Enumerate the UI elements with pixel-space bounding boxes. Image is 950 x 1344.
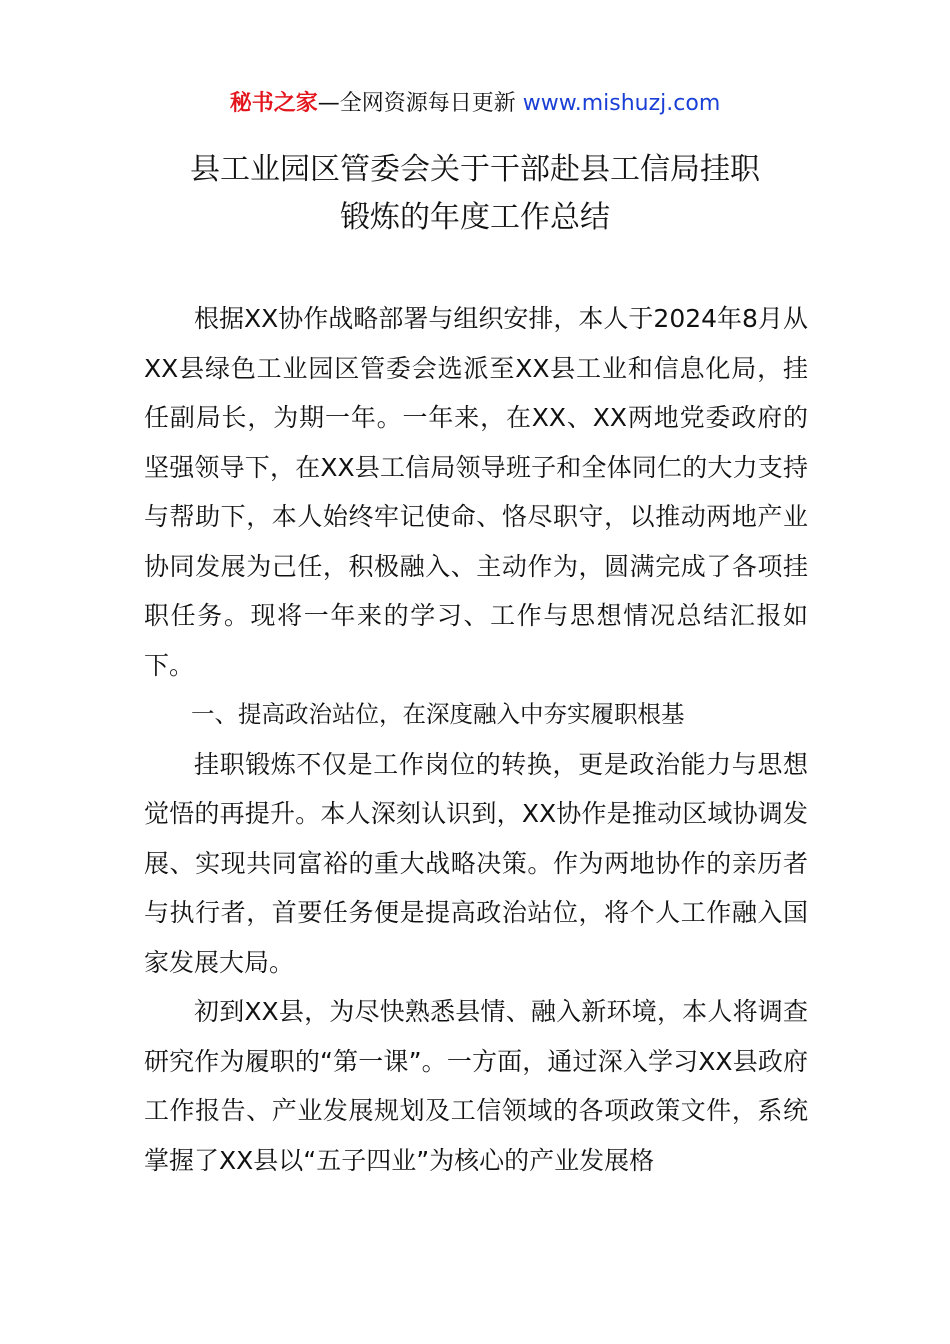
paragraph-section1-b: 初到XX县，为尽快熟悉县情、融入新环境，本人将调查研究作为履职的“第一课”。一方面，通过深入学习XX县政府工作报告、产业发展规划及工信领域的各项政策文件，系统掌握了XX县以“五子四业”为核心的产业发展格	[144, 997, 808, 1175]
document-title	[0, 146, 950, 242]
banner-url-link[interactable]: www.mishuzj.com	[522, 91, 721, 116]
document-body	[144, 294, 808, 1185]
title-line-2: 锻炼的年度工作总结	[340, 200, 610, 235]
paragraph-section1-a: 挂职锻炼不仅是工作岗位的转换，更是政治能力与思想觉悟的再提升。本人深刻认识到，XX协作是推动区域协调发展、实现共同富裕的重大战略决策。作为两地协作的亲历者与执行者，首要任务便是提高政治站位，将个人工作融入国家发展大局。	[144, 749, 808, 977]
banner-tagline: —全网资源每日更新	[317, 91, 523, 116]
paragraph-intro: 根据XX协作战略部署与组织安排，本人于2024年8月从XX县绿色工业园区管委会选派至XX县工业和信息化局，挂任副局长，为期一年。一年来，在XX、XX两地党委政府的坚强领导下，在XX县工信局领导班子和全体同仁的大力支持与帮助下，本人始终牢记使命、恪尽职守，以推动两地产业协同发展为己任，积极融入、主动作为，圆满完成了各项挂职任务。现将一年来的学习、工作与思想情况总结汇报如下。	[144, 304, 808, 680]
banner-brand: 秘书之家	[229, 91, 318, 116]
title-line-1: 县工业园区管委会关于干部赴县工信局挂职	[190, 152, 760, 187]
section-heading-1: 一、提高政治站位，在深度融入中夯实履职根基	[191, 700, 685, 728]
site-banner	[0, 86, 950, 122]
